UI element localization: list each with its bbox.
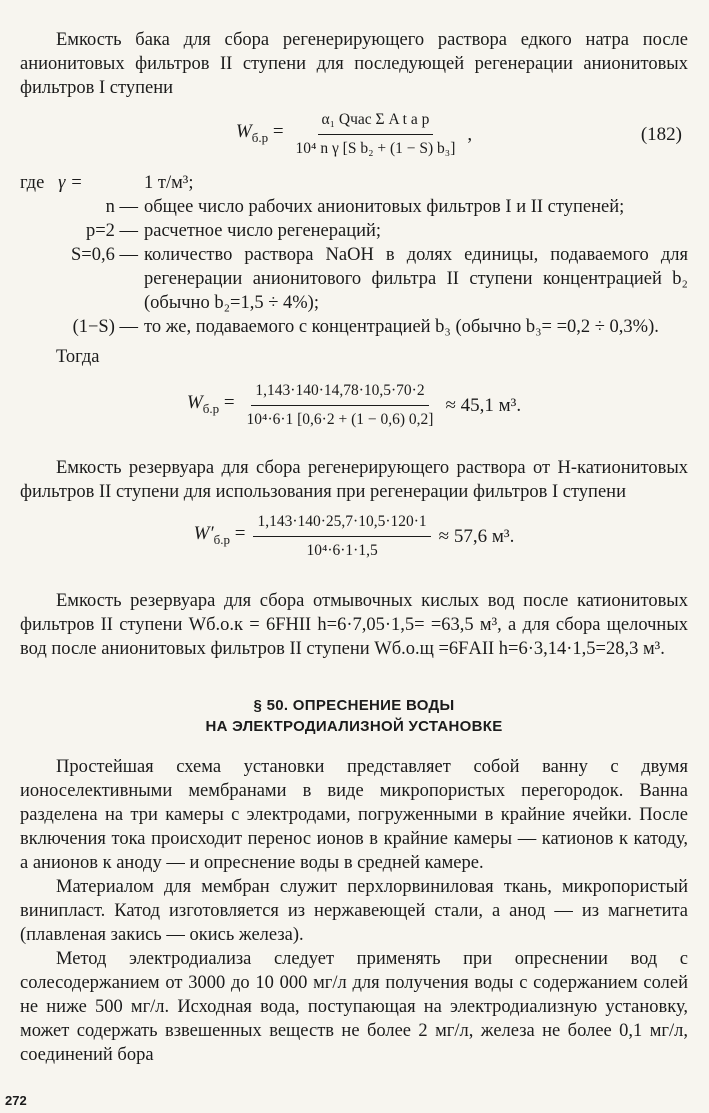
formula-then-lhs-sub: б.р [202,400,220,416]
definition-desc: расчетное число регенераций; [144,221,382,241]
paragraph-wash-water: Емкость резервуара для сбора отмывочных кислых вод после катионитовых фильтров II ступени Wб.о.к = 6FНII h=6·7,05·1,5= =63,5 м³, а для сбора щелочных вод после анионитовых фильтров II ступени Wб.о.щ =6FАII h=6·3,14·1,5=28,3 м³. [20,591,688,659]
definition-desc: 1 т/м³; [144,173,194,193]
page-number: 272 [5,1093,27,1108]
formula-h-result: ≈ 57,6 м³. [438,525,515,547]
formula-182-fraction [292,108,460,161]
formula-then-numerator: 1,143·140·14,78·10,5·70·2 [251,379,428,406]
formula-h-lhs-sub: б.р [213,531,231,547]
formula-h-numerator: 1,143·140·25,7·10,5·120·1 [253,510,430,537]
definition-term: γ = [58,173,83,193]
formula-then-result: ≈ 45,1 м³. [445,394,522,416]
paragraph-h-cation: Емкость резервуара для сбора регенерирующего раствора от Н-катионитовых фильтров II ступени для использования при регенерации фильтров I ступени [20,458,688,502]
paragraph-method: Метод электродиализа следует применять при опреснении вод с солесодержанием от 3000 до 10 000 мг/л для получения воды с содержанием солей не ниже 500 мг/л. Исходная вода, поступающая на электродиализную установку, может содержать взвешенных веществ не более 2 мг/л, железа не более 0,1 мг/л, соединений бора [20,949,688,1065]
formula-182-number: (182) [640,123,682,145]
definition-desc: общее число рабочих анионитовых фильтров I и II ступеней; [144,197,625,217]
formula-182-lhs: W [235,120,252,142]
page-body [20,28,688,1067]
then-label: Тогда [56,347,100,367]
formula-h-denominator: 10⁴·6·1·1,5 [306,542,378,559]
definition-term: S=0,6 — [71,245,138,265]
formula-182-denominator: 10⁴ n γ [S b₂ + (1 − S) b₃] [295,140,456,157]
definition-desc: то же, подаваемого с концентрацией b₃ (обычно b₃= =0,2 ÷ 0,3%). [144,317,659,337]
formula-then: $W_{б.р}$ = $\frac{1,143\cdot 140\cdot 14,78\cdot 10,5\cdot 70\cdot 2}{\text{10⁴·6·1 [0,6·2 + (1 − 0,6) 0,2]}}$ ≈ 45,1 м³. [20,379,688,432]
formula-h-lhs: W′ [193,522,214,544]
formula-then-denominator: 10⁴·6·1 [0,6·2 + (1 − 0,6) 0,2] [246,411,434,428]
definition-term: n — [105,197,138,217]
definition-row [20,243,688,315]
definition-desc: количество раствора NaOH в долях единицы, подаваемого для регенерации анионитового фильтра II ступени концентрацией b₂ (обычно b₂=1,5 ÷ 4%); [144,245,688,313]
where-label: где [20,173,45,193]
definition-term: p=2 — [85,221,138,241]
formula-then-fraction [243,379,438,432]
paragraph-scheme: Простейшая схема установки представляет собой ванну с двумя ионоселективными мембранами в виде микропористых перегородок. Ванна разделена на три камеры с электродами, погруженными в крайние ячейки. После включения тока происходит перенос ионов в крайние камеры — катионов к катоду, а анионов к аноду — и опреснение воды в средней камере. [20,757,688,873]
definition-row [20,171,688,195]
formula-182-lhs-sub: б.р [251,129,269,145]
formula-h: $W'_{б.р}$ = $\frac{1,143\cdot 140\cdot 25,7\cdot 10,5\cdot 120\cdot 1}{\text{10⁴·6·1·1,5}}$ ≈ 57,6 м³. [20,510,688,563]
section-heading-line1: § 50. ОПРЕСНЕНИЕ ВОДЫ [253,697,455,714]
section-heading [20,695,688,737]
definition-row [20,195,688,219]
intro-paragraph: Емкость бака для сбора регенерирующего раствора едкого натра после анионитовых фильтров II ступени для последующей регенерации анионитовых фильтров I ступени [20,30,688,98]
definition-term: (1−S) — [72,317,138,337]
formula-182-numerator: α₁ Qчас Σ A t a p [318,108,434,135]
definitions-list [20,171,688,339]
definition-row [20,219,688,243]
formula-182: $W_{б.р}$ = $\frac{\text{α₁ Qчас Σ A t a p}}{\text{10⁴ n γ [S b₂ + (1 − S) b₃]}}$ , (182) [20,108,688,161]
section-heading-line2: НА ЭЛЕКТРОДИАЛИЗНОЙ УСТАНОВКЕ [205,718,503,735]
formula-h-fraction [253,510,430,563]
paragraph-material: Материалом для мембран служит перхлорвиниловая ткань, микропористый винипласт. Катод изготовляется из нержавеющей стали, а анод — из магнетита (плавленая закись — окись железа). [20,877,688,945]
formula-then-lhs: W [186,391,203,413]
definition-row [20,315,688,339]
